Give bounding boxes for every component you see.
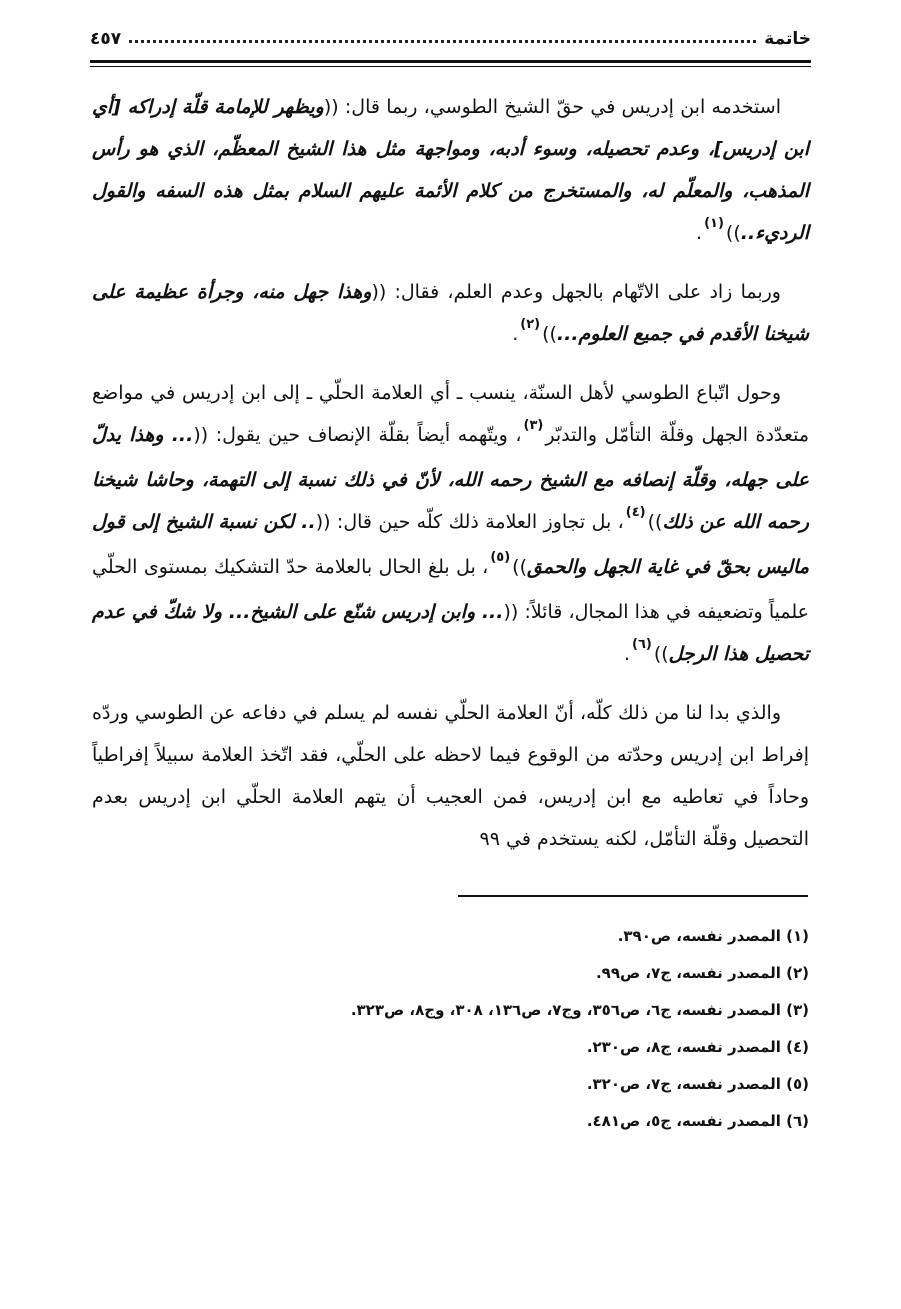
running-header [90, 22, 811, 56]
body-text [92, 86, 809, 874]
body-span: . [512, 323, 519, 345]
footnote-marker: (٣) [523, 418, 544, 433]
quotation-text: .. لكن نسبة الشيخ إلى قول ماليس بحقّ في غاية الجهل والحمق [92, 511, 809, 578]
footnote-1: (١) المصدر نفسه، ص٣٩٠. [617, 927, 809, 945]
body-span: )) [653, 643, 669, 665]
page-number: ٤٥٧ [90, 29, 122, 49]
body-span: ، بل تجاوز العلامة ذلك كلّه حين قال: (( [315, 511, 624, 533]
header-rule-thin [90, 66, 811, 67]
body-span: ، بل بلغ الحال بالعلامة حدّ التشكيك بمستوى الحلّي علمياً وتضعيفه في هذا المجال، قائلاً: (( [92, 556, 809, 623]
footnote-4: (٤) المصدر نفسه، ج٨، ص٢٣٠. [586, 1038, 809, 1056]
paragraph [92, 692, 809, 860]
footnote-marker: (٥) [490, 550, 511, 565]
body-span: )) [542, 323, 557, 345]
body-span: )) [647, 511, 663, 533]
paragraph [92, 372, 809, 678]
footnote-marker: (٦) [631, 637, 652, 652]
body-span: . [623, 643, 630, 665]
footnote-separator [458, 895, 808, 897]
quotation-text: ... وابن إدريس شنّع على الشيخ... ولا شكّ في عدم تحصيل هذا الرجل [92, 601, 809, 665]
footnote-marker: (١) [704, 216, 724, 231]
footnote-3: (٣) المصدر نفسه، ج٦، ص٣٥٦، وج٧، ص١٣٦، ٣٠٨، وج٨، ص٣٢٣. [350, 1001, 809, 1019]
body-span: وحول اتّباع الطوسي لأهل السنّة، ينسب ـ أي العلامة الحلّي ـ إلى ابن إدريس في مواضع متعدّدة الجهل وقلّة التأمّل والتدبّر [92, 382, 809, 446]
body-span: وربما زاد على الاتّهام بالجهل وعدم العلم، فقال: (( [371, 281, 781, 303]
paragraph [92, 271, 809, 358]
body-span: والذي بدا لنا من ذلك كلّه، أنّ العلامة الحلّي نفسه لم يسلم في دفاعه عن الطوسي وردّه إفراط ابن إدريس وحدّته من الوقوع فيما لاحظه على الحلّي، فقد اتّخذ العلامة سبيلاً إفراطياً وحاداً في تعاطيه مع ابن إدريس، فمن العجيب أن يتهم العلامة الحلّي ابن إدريس بعدم التحصيل وقلّة التأمّل، لكنه يستخدم في ٩٩ [92, 702, 809, 850]
body-span: )) [512, 556, 527, 578]
header-dot-leader [129, 40, 756, 43]
quotation-text: ويظهر للإمامة قلّة إدراكه [أي ابن إدريس]، وعدم تحصيله، وسوء أدبه، ومواجهة مثل هذا الشيخ المعظّم، الذي هو رأس المذهب، والمعلّم له، والمستخرج من كلام الأئمة عليهم السلام بمثل هذه السفه والقول الرديء.. [92, 96, 809, 244]
footnote-6: (٦) المصدر نفسه، ج٥، ص٤٨١. [586, 1112, 809, 1130]
body-span: استخدمه ابن إدريس في حقّ الشيخ الطوسي، ربما قال: (( [323, 96, 781, 118]
paragraph [92, 86, 809, 257]
footnotes [92, 918, 809, 1140]
header-rule-thick [90, 60, 811, 63]
body-span: . [696, 222, 703, 244]
footnote-marker: (٤) [625, 505, 646, 520]
quotation-text: ... وهذا يدلّ على جهله، وقلّة إنصافه مع الشيخ رحمه الله، لأنّ في ذلك نسبة إلى التهمة، وحاشا شيخنا رحمه الله عن ذلك [92, 424, 809, 533]
footnote-marker: (٢) [520, 317, 541, 332]
body-span: ، ويتّهمه أيضاً بقلّة الإنصاف حين يقول: (( [193, 424, 522, 446]
quotation-text: وهذا جهل منه، وجرأة عظيمة على شيخنا الأقدم في جميع العلوم... [92, 281, 809, 345]
chapter-title: خاتمة [764, 29, 811, 49]
body-span: )) [725, 222, 741, 244]
footnote-5: (٥) المصدر نفسه، ج٧، ص٣٢٠. [586, 1075, 809, 1093]
footnote-2: (٢) المصدر نفسه، ج٧، ص٩٩. [595, 964, 809, 982]
